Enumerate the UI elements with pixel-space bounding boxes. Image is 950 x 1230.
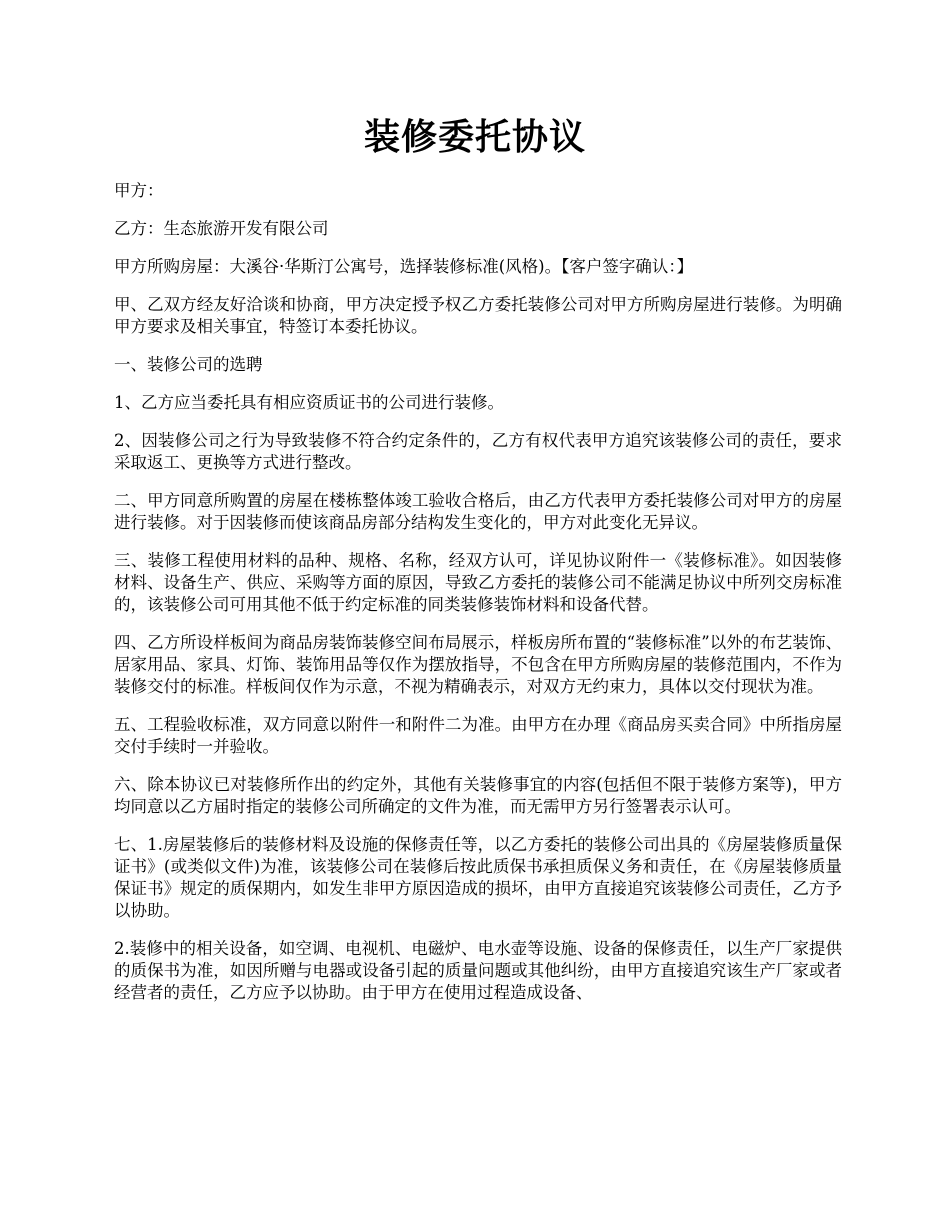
clause-1-1: 1、乙方应当委托具有相应资质证书的公司进行装修。 [114,393,504,412]
clause-7-1: 七、1.房屋装修后的装修材料及设施的保修责任等，以乙方委托的装修公司出具的《房屋装修质量保证书》(或类似文件)为准，该装修公司在装修后按此质保书承担质保义务和责任，在《房屋装修质量保证书》规定的质保期内，如发生非甲方原因造成的损坏，由甲方直接追究该装修公司责任，乙方予以协助。 [114,835,842,920]
document-body [114,180,842,1020]
clause-3: 三、装修工程使用材料的品种、规格、名称，经双方认可，详见协议附件一《装修标准》。如因装修材料、设备生产、供应、采购等方面的原因，导致乙方委托的装修公司不能满足协议中所列交房标准的，该装修公司可用其他不低于约定标准的同类装修装饰材料和设备代替。 [114,551,842,614]
clause-2: 二、甲方同意所购置的房屋在楼栋整体竣工验收合格后，由乙方代表甲方委托装修公司对甲方的房屋进行装修。对于因装修而使该商品房部分结构发生变化的，甲方对此变化无异议。 [114,491,842,532]
clause-6: 六、除本协议已对装修所作出的约定外，其他有关装修事宜的内容(包括但不限于装修方案等)，甲方均同意以乙方届时指定的装修公司所确定的文件为准，而无需甲方另行签署表示认可。 [114,775,842,816]
preamble-paragraph: 甲、乙双方经友好洽谈和协商，甲方决定授予权乙方委托装修公司对甲方所购房屋进行装修。为明确甲方要求及相关事宜，特签订本委托协议。 [114,295,842,336]
party-b-line: 乙方：生态旅游开发有限公司 [114,219,329,238]
property-line: 甲方所购房屋：大溪谷·华斯汀公寓号，选择装修标准(风格)。【客户签字确认：】 [114,257,694,276]
clause-5: 五、工程验收标准，双方同意以附件一和附件二为准。由甲方在办理《商品房买卖合同》中所指房屋交付手续时一并验收。 [114,715,842,756]
clause-1-2: 2、因装修公司之行为导致装修不符合约定条件的，乙方有权代表甲方追究该装修公司的责任，要求采取返工、更换等方式进行整改。 [114,431,842,472]
clause-4: 四、乙方所设样板间为商品房装饰装修空间布局展示，样板房所布置的“装修标准”以外的布艺装饰、居家用品、家具、灯饰、装饰用品等仅作为摆放指导，不包含在甲方所购房屋的装修范围内，不作为装修交付的标准。样板间仅作为示意，不视为精确表示，对双方无约束力，具体以交付现状为准。 [114,633,842,696]
document-title: 装修委托协议 [363,116,586,158]
party-a-line: 甲方： [114,181,164,200]
clause-7-2: 2.装修中的相关设备，如空调、电视机、电磁炉、电水壶等设施、设备的保修责任，以生产厂家提供的质保书为准，如因所赠与电器或设备引起的质量问题或其他纠纷，由甲方直接追究该生产厂家或者经营者的责任，乙方应予以协助。由于甲方在使用过程造成设备、 [114,939,842,1002]
section-heading-1: 一、装修公司的选聘 [114,355,263,374]
